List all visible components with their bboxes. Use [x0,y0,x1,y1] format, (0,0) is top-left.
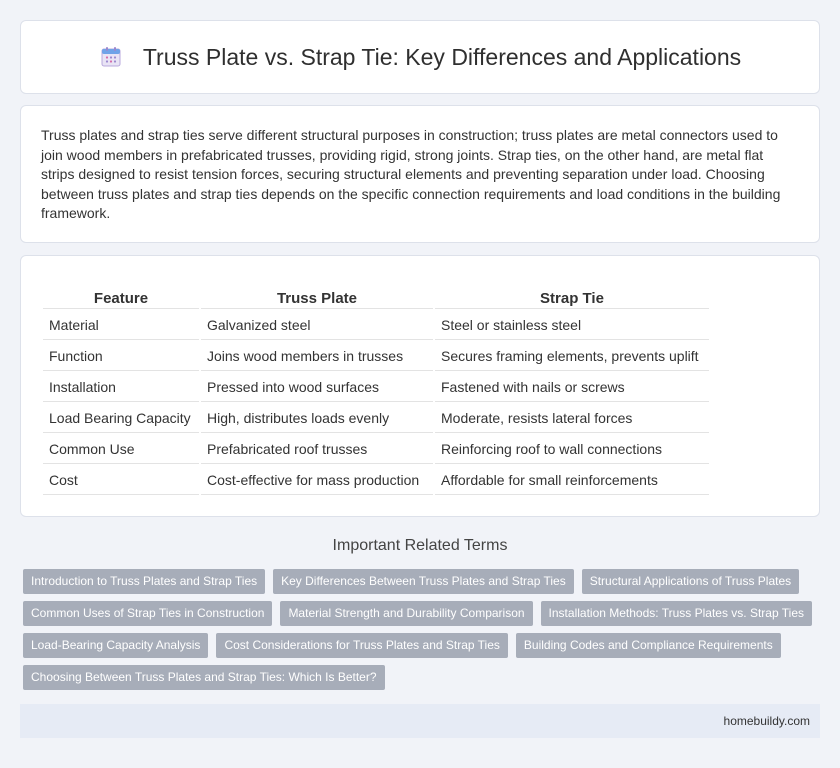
related-terms-heading: Important Related Terms [332,537,508,554]
related-term-tag[interactable]: Building Codes and Compliance Requirements [516,633,781,658]
truss-plate-cell: Pressed into wood surfaces [201,373,433,402]
feature-cell: Function [43,342,199,371]
related-term-tag[interactable]: Structural Applications of Truss Plates [582,569,799,594]
related-term-tag[interactable]: Key Differences Between Truss Plates and Strap Ties [273,569,574,594]
table-row [43,404,709,433]
feature-cell: Cost [43,466,199,495]
related-terms-list [23,569,823,697]
comparison-table [41,286,711,497]
header-strap-tie: Strap Tie [435,288,709,309]
calendar-icon [99,45,123,69]
table-row [43,435,709,464]
truss-plate-cell: Prefabricated roof trusses [201,435,433,464]
related-term-tag[interactable]: Cost Considerations for Truss Plates and Strap Ties [216,633,507,658]
table-row [43,466,709,495]
strap-tie-cell: Fastened with nails or screws [435,373,709,402]
related-term-tag[interactable]: Common Uses of Strap Ties in Construction [23,601,272,626]
intro-card [20,105,820,243]
truss-plate-cell: Galvanized steel [201,311,433,340]
table-row [43,342,709,371]
intro-paragraph: Truss plates and strap ties serve different structural purposes in construction; truss plates are metal connectors used to join wood members in prefabricated trusses, providing rigid, strong joints. Strap ties, on the other hand, are metal flat strips designed to resist tension forces, securing structural elements and preventing separation under load. Choosing between truss plates and strap ties depends on the specific connection requirements and load conditions in the building framework. [41,127,781,221]
footer [20,704,820,738]
related-term-tag[interactable]: Material Strength and Durability Comparison [280,601,532,626]
strap-tie-cell: Reinforcing roof to wall connections [435,435,709,464]
header-truss-plate: Truss Plate [201,288,433,309]
comparison-card [20,255,820,517]
table-header-row [43,288,709,309]
footer-site-name: homebuildy.com [723,714,810,728]
feature-cell: Material [43,311,199,340]
header-feature: Feature [43,288,199,309]
truss-plate-cell: Joins wood members in trusses [201,342,433,371]
strap-tie-cell: Secures framing elements, prevents uplift [435,342,709,371]
table-row [43,311,709,340]
related-term-tag[interactable]: Load-Bearing Capacity Analysis [23,633,208,658]
strap-tie-cell: Moderate, resists lateral forces [435,404,709,433]
feature-cell: Installation [43,373,199,402]
table-row [43,373,709,402]
truss-plate-cell: High, distributes loads evenly [201,404,433,433]
related-term-tag[interactable]: Choosing Between Truss Plates and Strap Ties: Which Is Better? [23,665,385,690]
strap-tie-cell: Steel or stainless steel [435,311,709,340]
related-term-tag[interactable]: Installation Methods: Truss Plates vs. Strap Ties [541,601,812,626]
strap-tie-cell: Affordable for small reinforcements [435,466,709,495]
page-title: Truss Plate vs. Strap Tie: Key Differences and Applications [142,43,742,70]
feature-cell: Load Bearing Capacity [43,404,199,433]
truss-plate-cell: Cost-effective for mass production [201,466,433,495]
title-card [20,20,820,94]
related-term-tag[interactable]: Introduction to Truss Plates and Strap Ties [23,569,265,594]
feature-cell: Common Use [43,435,199,464]
